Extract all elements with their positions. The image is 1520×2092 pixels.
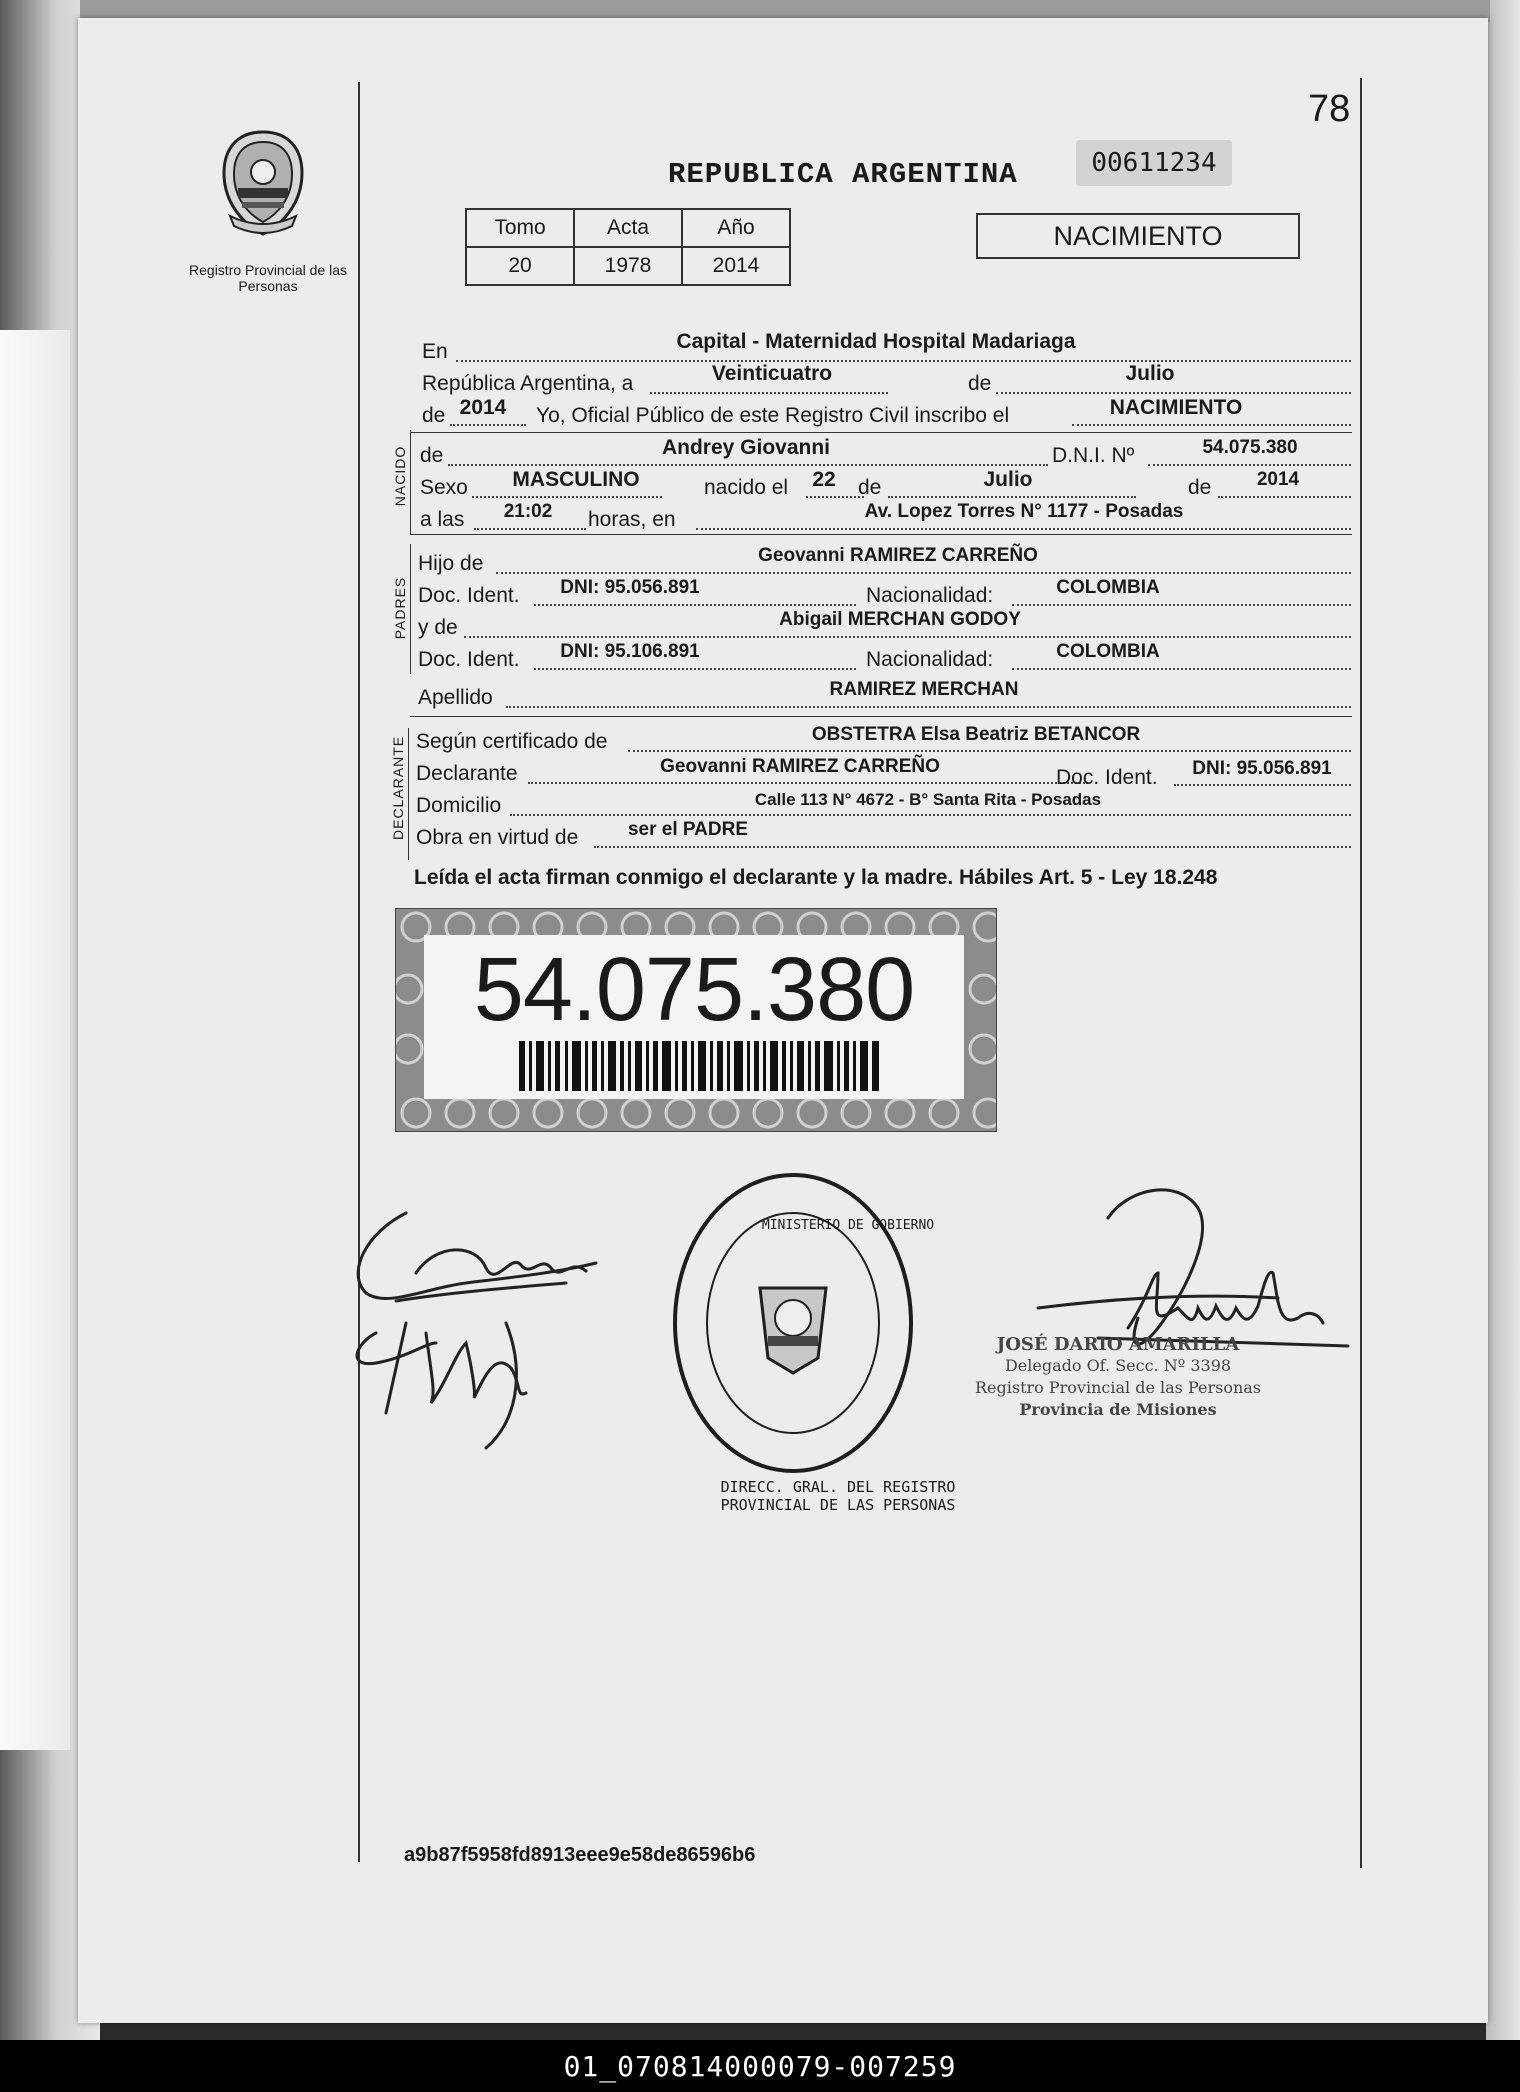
label-sex: Sexo xyxy=(420,476,468,499)
provincial-seal-icon xyxy=(218,128,308,238)
dotted-line xyxy=(1012,668,1351,670)
value-event: NACIMIENTO xyxy=(1109,396,1243,419)
value-father: Geovanni RAMIREZ CARREÑO xyxy=(758,545,1038,566)
label-doc: Doc. Ident. xyxy=(1056,766,1158,789)
section-label-born: NACIDO xyxy=(392,445,408,507)
stamp-inner-text: MINISTERIO DE GOBIERNO xyxy=(761,1218,935,1233)
label-hours-at: horas, en xyxy=(588,508,676,531)
footer-id: 01_070814000079-007259 xyxy=(563,2049,957,2083)
value-birth-month: Julio xyxy=(983,468,1033,491)
section-label-parents: PADRES xyxy=(392,576,408,640)
section-rule xyxy=(410,716,1352,717)
table-cell: 1978 xyxy=(574,247,682,285)
page-number: 78 xyxy=(1308,88,1351,130)
signatures-left-icon xyxy=(346,1193,676,1463)
label-dni: D.N.I. Nº xyxy=(1052,444,1135,467)
section-rule xyxy=(410,432,1352,433)
label-de: de xyxy=(420,444,444,467)
label-and-of: y de xyxy=(418,616,458,639)
dotted-line xyxy=(696,528,1351,530)
dotted-line xyxy=(472,496,662,498)
dotted-line xyxy=(506,706,1351,708)
dni-label-card xyxy=(424,935,964,1099)
dotted-line xyxy=(474,528,586,530)
scan-right-edge xyxy=(1486,0,1520,2040)
value-birth-day: 22 xyxy=(812,468,836,491)
dotted-line xyxy=(1218,496,1351,498)
serial-number: 00611234 xyxy=(1076,140,1232,186)
dotted-line xyxy=(650,392,888,394)
value-declarant-name: Geovanni RAMIREZ CARREÑO xyxy=(660,756,940,777)
table-header: Acta xyxy=(574,209,682,247)
value-mother-nationality: COLOMBIA xyxy=(1056,641,1160,662)
section-rule xyxy=(410,534,1352,535)
label-en: En xyxy=(422,340,448,363)
value-birth-address: Av. Lopez Torres N° 1177 - Posadas xyxy=(864,501,1184,522)
value-year: 2014 xyxy=(459,396,507,419)
dotted-line xyxy=(594,846,1351,848)
official-province: Provincia de Misiones xyxy=(1019,1400,1217,1419)
birth-certificate-page xyxy=(78,18,1488,2023)
value-place: Capital - Maternidad Hospital Madariaga xyxy=(676,330,1076,353)
label-by-virtue: Obra en virtud de xyxy=(416,826,579,849)
document-hash: a9b87f5958fd8913eee9e58de86596b6 xyxy=(404,1844,756,1866)
dotted-line xyxy=(534,668,856,670)
dotted-line xyxy=(448,464,1048,466)
value-father-nationality: COLOMBIA xyxy=(1056,577,1160,598)
label-de: de xyxy=(1188,476,1212,499)
dotted-line xyxy=(450,424,526,426)
label-officer-text: Yo, Oficial Público de este Registro Civil inscribo el xyxy=(536,404,1010,427)
value-day-words: Veinticuatro xyxy=(711,362,833,385)
label-de2: de xyxy=(422,404,446,427)
dotted-line xyxy=(996,392,1351,394)
label-declarant: Declarante xyxy=(416,762,518,785)
left-margin-line xyxy=(358,82,360,1862)
table-cell: 20 xyxy=(466,247,574,285)
value-cert: OBSTETRA Elsa Beatriz BETANCOR xyxy=(811,724,1141,745)
value-birth-time: 21:02 xyxy=(503,501,553,522)
label-born-on: nacido el xyxy=(704,476,789,499)
official-role: Delegado Of. Secc. Nº 3398 xyxy=(1004,1356,1232,1375)
barcode-icon xyxy=(519,1041,879,1091)
dni-label-block xyxy=(395,908,997,1132)
value-father-doc: DNI: 95.056.891 xyxy=(560,577,700,598)
dni-label-number: 54.075.380 xyxy=(473,940,915,1040)
label-address: Domicilio xyxy=(416,794,502,817)
record-type: NACIMIENTO xyxy=(976,213,1300,259)
label-nationality: Nacionalidad: xyxy=(866,584,994,607)
label-surname: Apellido xyxy=(418,686,493,709)
value-month: Julio xyxy=(1125,362,1175,385)
dotted-line xyxy=(510,814,1351,816)
label-nationality: Nacionalidad: xyxy=(866,648,994,671)
dotted-line xyxy=(1174,784,1351,786)
section-bracket xyxy=(410,544,411,674)
table-header: Tomo xyxy=(466,209,574,247)
dotted-line xyxy=(888,496,1136,498)
label-at: a las xyxy=(420,508,465,531)
label-son-of: Hijo de xyxy=(418,552,484,575)
dotted-line xyxy=(534,604,856,606)
table-header: Año xyxy=(682,209,790,247)
label-doc: Doc. Ident. xyxy=(418,584,520,607)
label-doc: Doc. Ident. xyxy=(418,648,520,671)
value-by-virtue: ser el PADRE xyxy=(627,819,749,840)
value-birth-year: 2014 xyxy=(1256,469,1300,490)
dotted-line xyxy=(528,782,1088,784)
section-bracket xyxy=(410,430,411,534)
dotted-line xyxy=(1012,604,1351,606)
label-de: de xyxy=(968,372,992,395)
table-cell: 2014 xyxy=(682,247,790,285)
official-name: JOSÉ DARIO AMARILLA xyxy=(996,1334,1240,1355)
value-declarant-address: Calle 113 N° 4672 - B° Santa Rita - Posadas xyxy=(754,790,1102,809)
scan-left-glare xyxy=(0,330,70,1750)
dotted-line xyxy=(456,360,1351,362)
dotted-line xyxy=(1148,464,1351,466)
footer-bar xyxy=(0,2040,1520,2092)
dotted-line xyxy=(496,572,1351,574)
official-office: Registro Provincial de las Personas xyxy=(974,1378,1262,1397)
label-republic: República Argentina, a xyxy=(422,372,634,395)
stamp-outer-text: DIRECC. GRAL. DEL REGISTRO PROVINCIAL DE LAS PERSONAS xyxy=(720,1478,956,1514)
section-label-declarant: DECLARANTE xyxy=(390,735,406,840)
value-declarant-doc: DNI: 95.056.891 xyxy=(1192,758,1332,779)
closing-statement: Leída el acta firman conmigo el declarante y la madre. Hábiles Art. 5 - Ley 18.248 xyxy=(414,866,1218,889)
right-margin-line xyxy=(1360,78,1362,1868)
label-cert: Según certificado de xyxy=(416,730,608,753)
country-title: REPUBLICA ARGENTINA xyxy=(668,158,1018,191)
value-mother-doc: DNI: 95.106.891 xyxy=(560,641,700,662)
value-child-name: Andrey Giovanni xyxy=(661,436,831,459)
dotted-line xyxy=(628,750,1351,752)
dotted-line xyxy=(806,496,864,498)
value-mother: Abigail MERCHAN GODOY xyxy=(779,609,1021,630)
dotted-line xyxy=(464,636,1351,638)
label-de: de xyxy=(858,476,882,499)
registry-label: Registro Provincial de las Personas xyxy=(189,262,347,294)
value-sex: MASCULINO xyxy=(512,468,640,491)
dotted-line xyxy=(1072,424,1351,426)
value-surname: RAMIREZ MERCHAN xyxy=(829,679,1019,700)
section-bracket xyxy=(408,728,409,860)
value-child-dni: 54.075.380 xyxy=(1202,437,1298,458)
tomo-acta-table xyxy=(465,208,791,286)
